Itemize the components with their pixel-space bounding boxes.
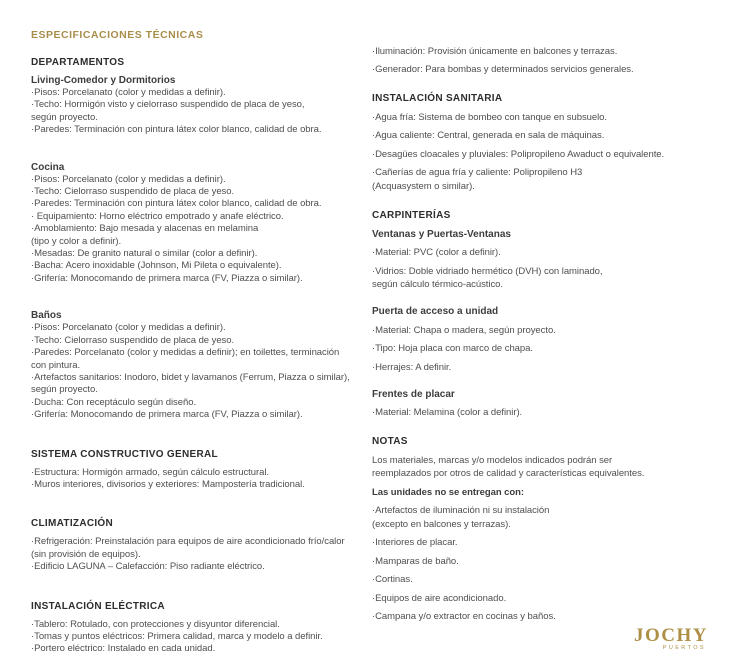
spec-section bbox=[31, 517, 371, 573]
spec-line: ·Mamparas de baño. bbox=[372, 555, 459, 567]
spec-section bbox=[31, 448, 371, 492]
spec-line: ·Generador: Para bombas y determinados servicios generales. bbox=[372, 64, 634, 75]
spec-line: ·Paredes: Terminación con pintura látex color blanco, calidad de obra. bbox=[31, 124, 322, 136]
spec-section bbox=[31, 600, 371, 656]
spec-line: ·Mesadas: De granito natural o similar (color a definir). bbox=[31, 248, 258, 260]
spec-line: ·Equipos de aire acondicionado. bbox=[372, 592, 507, 604]
spec-block bbox=[31, 536, 371, 573]
spec-line: ·Vidrios: Doble vidriado hermético (DVH) con laminado, bbox=[372, 265, 603, 277]
section-heading: CARPINTERÍAS bbox=[372, 209, 451, 221]
jochy-logo bbox=[634, 626, 708, 651]
spec-line: según cálculo térmico-acústico. bbox=[372, 279, 503, 290]
section-heading: INSTALACIÓN ELÉCTRICA bbox=[31, 600, 165, 612]
spec-line: ·Edificio LAGUNA – Calefacción: Piso radiante eléctrico. bbox=[31, 561, 265, 573]
spec-line: ·Ducha: Con receptáculo según diseño. bbox=[31, 396, 197, 408]
section-heading: CLIMATIZACIÓN bbox=[31, 518, 114, 530]
spec-line: ·Estructura: Hormigón armado, según cálculo estructural. bbox=[31, 466, 269, 478]
spec-line: (tipo y color a definir). bbox=[31, 235, 122, 247]
right-sections bbox=[372, 45, 708, 624]
spec-line: ·Refrigeración: Preinstalación para equipos de aire acondicionado frío/calor bbox=[31, 536, 345, 548]
spec-line: ·Tablero: Rotulado, con protecciones y disyuntor diferencial. bbox=[31, 618, 280, 630]
spec-line: ·Agua caliente: Central, generada en sala de máquinas. bbox=[372, 130, 605, 141]
spec-line: Los materiales, marcas y/o modelos indicados podrán ser bbox=[372, 454, 613, 466]
spec-line: ·Interiores de placar. bbox=[372, 537, 458, 548]
spec-line: ·Bacha: Acero inoxidable (Johnson, Mi Pileta o equivalente). bbox=[31, 260, 282, 272]
spec-line: ·Cortinas. bbox=[372, 574, 413, 585]
spec-line: ·Material: Melamina (color a definir). bbox=[372, 407, 523, 418]
spec-line: ·Tipo: Hoja placa con marco de chapa. bbox=[372, 343, 533, 354]
spec-line: ·Tomas y puntos eléctricos: Primera calidad, marca y modelo a definir. bbox=[31, 630, 323, 642]
subsection-heading: Frentes de placar bbox=[372, 388, 455, 400]
spec-line: con pintura. bbox=[31, 359, 81, 371]
spec-line: ·Techo: Hormigón visto y cielorraso suspendido de placa de yeso, bbox=[31, 99, 305, 111]
spec-line: ·Herrajes: A definir. bbox=[372, 361, 452, 373]
spec-block bbox=[372, 388, 708, 420]
spec-block bbox=[31, 162, 371, 286]
spec-line: ·Muros interiores, divisorios y exteriores: Mampostería tradicional. bbox=[31, 478, 305, 490]
subsection-heading: Baños bbox=[31, 310, 62, 322]
spec-line: ·Cañerías de agua fría y caliente: Polipropileno H3 bbox=[372, 167, 583, 178]
spec-line: ·Grifería: Monocomando de primera marca (FV, Piazza o similar). bbox=[31, 272, 303, 284]
spec-section bbox=[372, 92, 708, 193]
spec-line: ·Iluminación: Provisión únicamente en balcones y terrazas. bbox=[372, 45, 618, 57]
spec-block bbox=[31, 310, 371, 421]
spec-line: ·Artefactos sanitarios: Inodoro, bidet y lavamanos (Ferrum, Piazza o similar), bbox=[31, 371, 350, 383]
spec-line: ·Amoblamiento: Bajo mesada y alacenas en melamina bbox=[31, 223, 259, 235]
spec-line: ·Paredes: Porcelanato (color y medidas a definir); en toilettes, terminación bbox=[31, 347, 340, 359]
spec-line: ·Material: Chapa o madera, según proyecto. bbox=[372, 324, 556, 336]
spec-line: ·Paredes: Terminación con pintura látex color blanco, calidad de obra. bbox=[31, 198, 322, 210]
spec-line: reemplazados por otros de calidad y características equivalentes. bbox=[372, 468, 645, 479]
subsection-heading: Ventanas y Puertas-Ventanas bbox=[372, 228, 511, 240]
spec-line: ·Pisos: Porcelanato (color y medidas a definir). bbox=[31, 173, 226, 185]
spec-line: ·Techo: Cielorraso suspendido de placa de yeso. bbox=[31, 186, 235, 198]
spec-line: ·Grifería: Monocomando de primera marca (FV, Piazza o similar). bbox=[31, 409, 303, 421]
spec-section bbox=[31, 56, 371, 422]
page-title: ESPECIFICACIONES TÉCNICAS bbox=[31, 29, 204, 41]
spec-block bbox=[372, 228, 708, 292]
spec-line: (sin provisión de equipos). bbox=[31, 548, 141, 560]
spec-line: ·Agua fría: Sistema de bombeo con tanque en subsuelo. bbox=[372, 111, 608, 123]
spec-line: según proyecto. bbox=[31, 384, 98, 396]
section-heading: DEPARTAMENTOS bbox=[31, 57, 125, 68]
spec-line: ·Material: PVC (color a definir). bbox=[372, 247, 501, 258]
spec-line: ·Pisos: Porcelanato (color y medidas a definir). bbox=[31, 322, 226, 334]
spec-section bbox=[372, 209, 708, 420]
spec-line: ·Desagües cloacales y pluviales: Polipropileno Awaduct o equivalente. bbox=[372, 148, 665, 160]
left-column bbox=[31, 29, 371, 656]
spec-line: ·Pisos: Porcelanato (color y medidas a definir). bbox=[31, 87, 226, 98]
section-heading: SISTEMA CONSTRUCTIVO GENERAL bbox=[31, 448, 218, 460]
spec-line: ·Artefactos de iluminación ni su instalación bbox=[372, 505, 550, 516]
spec-line: ·Campana y/o extractor en cocinas y baños. bbox=[372, 611, 556, 622]
spec-block bbox=[31, 75, 371, 137]
spec-block bbox=[372, 111, 708, 193]
spec-line: ·Techo: Cielorraso suspendido de placa de yeso. bbox=[31, 334, 235, 346]
spec-line: (excepto en balcones y terrazas). bbox=[372, 518, 511, 530]
spec-block bbox=[372, 305, 708, 374]
spec-line: · Equipamiento: Horno eléctrico empotrado y anafe eléctrico. bbox=[31, 210, 284, 222]
logo-tagline: PUERTOS bbox=[662, 645, 706, 651]
spec-line: según proyecto. bbox=[31, 111, 98, 123]
right-column bbox=[372, 39, 708, 623]
spec-block bbox=[31, 467, 371, 492]
spec-block bbox=[372, 45, 708, 77]
spec-section bbox=[372, 45, 708, 77]
spec-block bbox=[372, 454, 708, 624]
spec-line: ·Portero eléctrico: Instalado en cada unidad. bbox=[31, 643, 216, 655]
section-heading: NOTAS bbox=[372, 436, 408, 447]
spec-section bbox=[372, 435, 708, 623]
subsection-heading: Living-Comedor y Dormitorios bbox=[31, 75, 176, 86]
spec-line: (Acquasystem o similar). bbox=[372, 180, 475, 192]
spec-line: Las unidades no se entregan con: bbox=[372, 486, 525, 498]
spec-block bbox=[31, 619, 371, 656]
logo-wordmark: JOCHY bbox=[634, 625, 708, 646]
subsection-heading: Puerta de acceso a unidad bbox=[372, 306, 499, 317]
left-sections bbox=[31, 56, 371, 656]
section-heading: INSTALACIÓN SANITARIA bbox=[372, 93, 503, 104]
subsection-heading: Cocina bbox=[31, 161, 65, 173]
